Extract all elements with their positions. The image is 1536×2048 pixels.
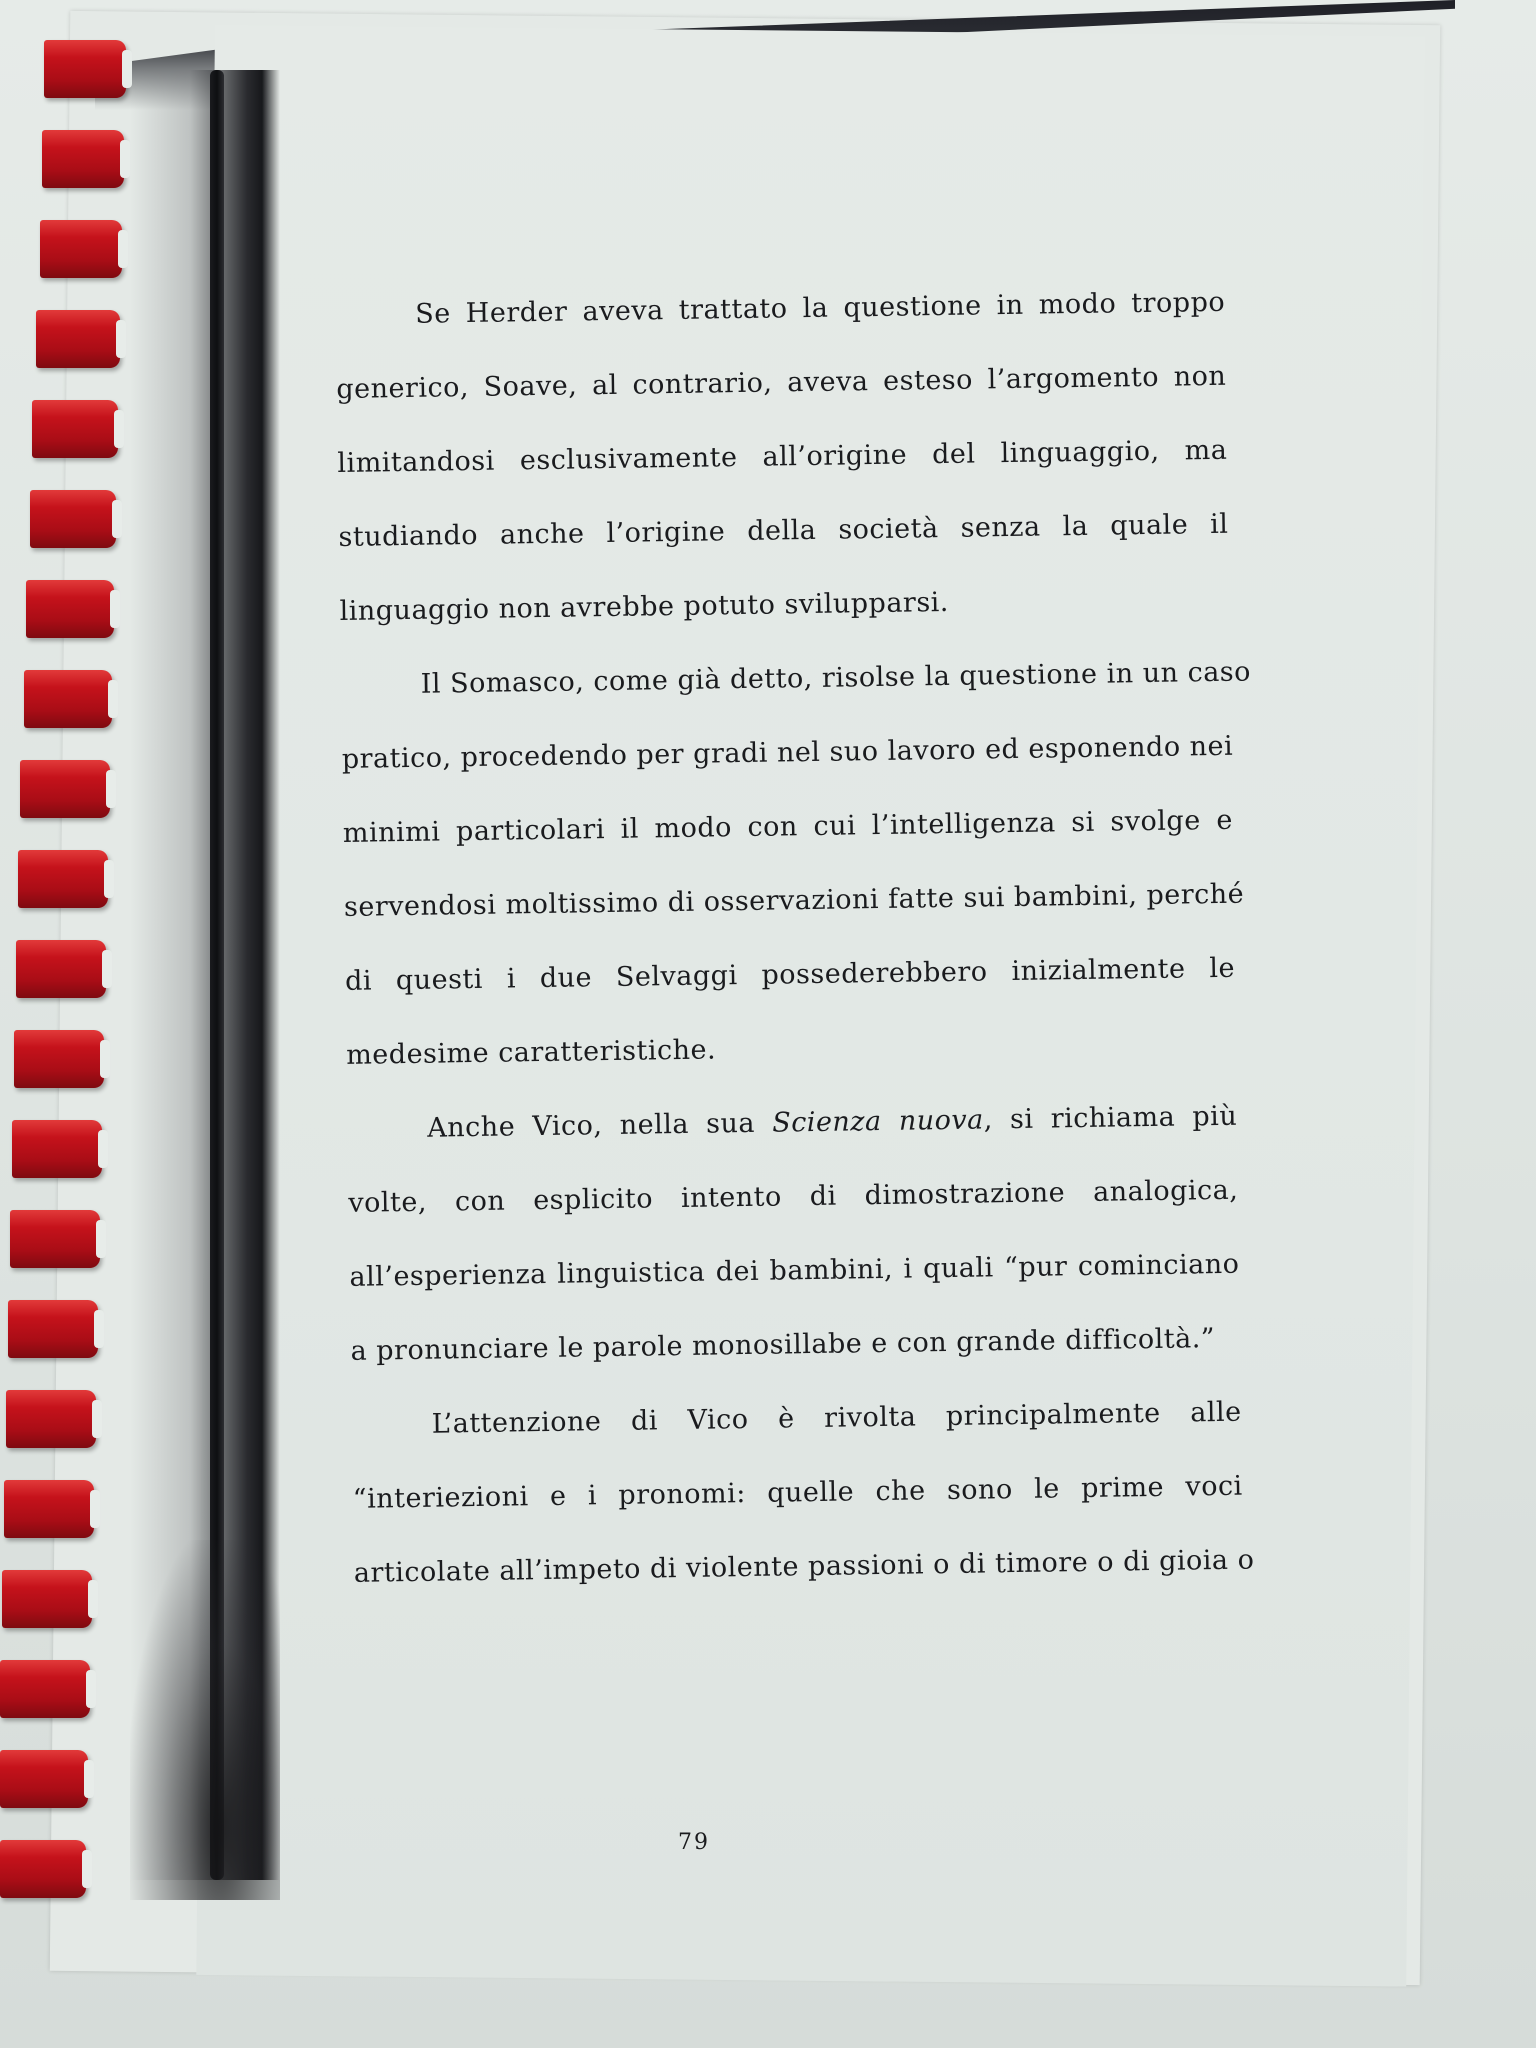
text-line: articolate all’impeto di violente passioni o di timore o di gioia o bbox=[353, 1544, 1255, 1589]
binding-coil bbox=[0, 1750, 88, 1808]
text-line: “interiezioni e i pronomi: quelle che sono le prime voci bbox=[352, 1470, 1243, 1515]
binding-coil bbox=[14, 1030, 104, 1088]
binding-coil bbox=[10, 1210, 100, 1268]
spiral-binding bbox=[0, 30, 135, 1930]
text-line: pratico, procedendo per gradi nel suo lavoro ed esponendo nei bbox=[341, 730, 1234, 775]
text-line: Il Somasco, come già detto, risolse la questione in un caso bbox=[420, 656, 1252, 700]
binding-coil bbox=[32, 400, 118, 458]
text-line: linguaggio non avrebbe potuto svilupparsi. bbox=[339, 586, 950, 627]
book-title: Scienza nuova bbox=[771, 1104, 984, 1139]
text-line: studiando anche l’origine della società senza la quale il bbox=[338, 508, 1229, 553]
text-line: volte, con esplicito intento di dimostrazione analogica, bbox=[348, 1174, 1239, 1219]
text-span: , si richiama più bbox=[983, 1100, 1238, 1136]
text-line: all’esperienza linguistica dei bambini, i quali “pur cominciano bbox=[349, 1248, 1240, 1293]
text-span: Anche Vico, nella sua bbox=[427, 1107, 773, 1144]
binding-coil bbox=[4, 1480, 94, 1538]
text-line: generico, Soave, al contrario, aveva esteso l’argomento non bbox=[336, 360, 1227, 405]
binding-coil bbox=[42, 130, 124, 188]
binding-coil bbox=[36, 310, 120, 368]
binding-coil bbox=[0, 1840, 86, 1898]
text-line: a pronunciare le parole monosillabe e con grande difficoltà.” bbox=[350, 1323, 1216, 1367]
binding-coil bbox=[12, 1120, 102, 1178]
text-line: di questi i due Selvaggi possederebbero inizialmente le bbox=[344, 952, 1236, 997]
binding-coil bbox=[2, 1570, 92, 1628]
binding-coil bbox=[26, 580, 114, 638]
binding-coil bbox=[0, 1660, 90, 1718]
binding-coil bbox=[40, 220, 122, 278]
text-line: limitandosi esclusivamente all’origine del linguaggio, ma bbox=[337, 434, 1228, 479]
text-line: medesime caratteristiche. bbox=[345, 1034, 717, 1071]
text-line: L’attenzione di Vico è rivolta principalmente alle bbox=[431, 1396, 1242, 1440]
binding-coil bbox=[16, 940, 106, 998]
binding-coil bbox=[20, 760, 110, 818]
binding-coil bbox=[24, 670, 112, 728]
binding-coil bbox=[8, 1300, 98, 1358]
binding-coil bbox=[18, 850, 108, 908]
text-line: servendosi moltissimo di osservazioni fatte sui bambini, perché bbox=[343, 878, 1245, 923]
page-gutter-fade bbox=[130, 1540, 280, 1900]
page-number: 79 bbox=[678, 1830, 710, 1855]
text-line: minimi particolari il modo con cui l’intelligenza si svolge e bbox=[342, 804, 1234, 849]
text-line: Se Herder aveva trattato la questione in modo troppo bbox=[414, 286, 1226, 330]
binding-coil bbox=[30, 490, 116, 548]
binding-coil bbox=[44, 40, 126, 98]
binding-coil bbox=[6, 1390, 96, 1448]
